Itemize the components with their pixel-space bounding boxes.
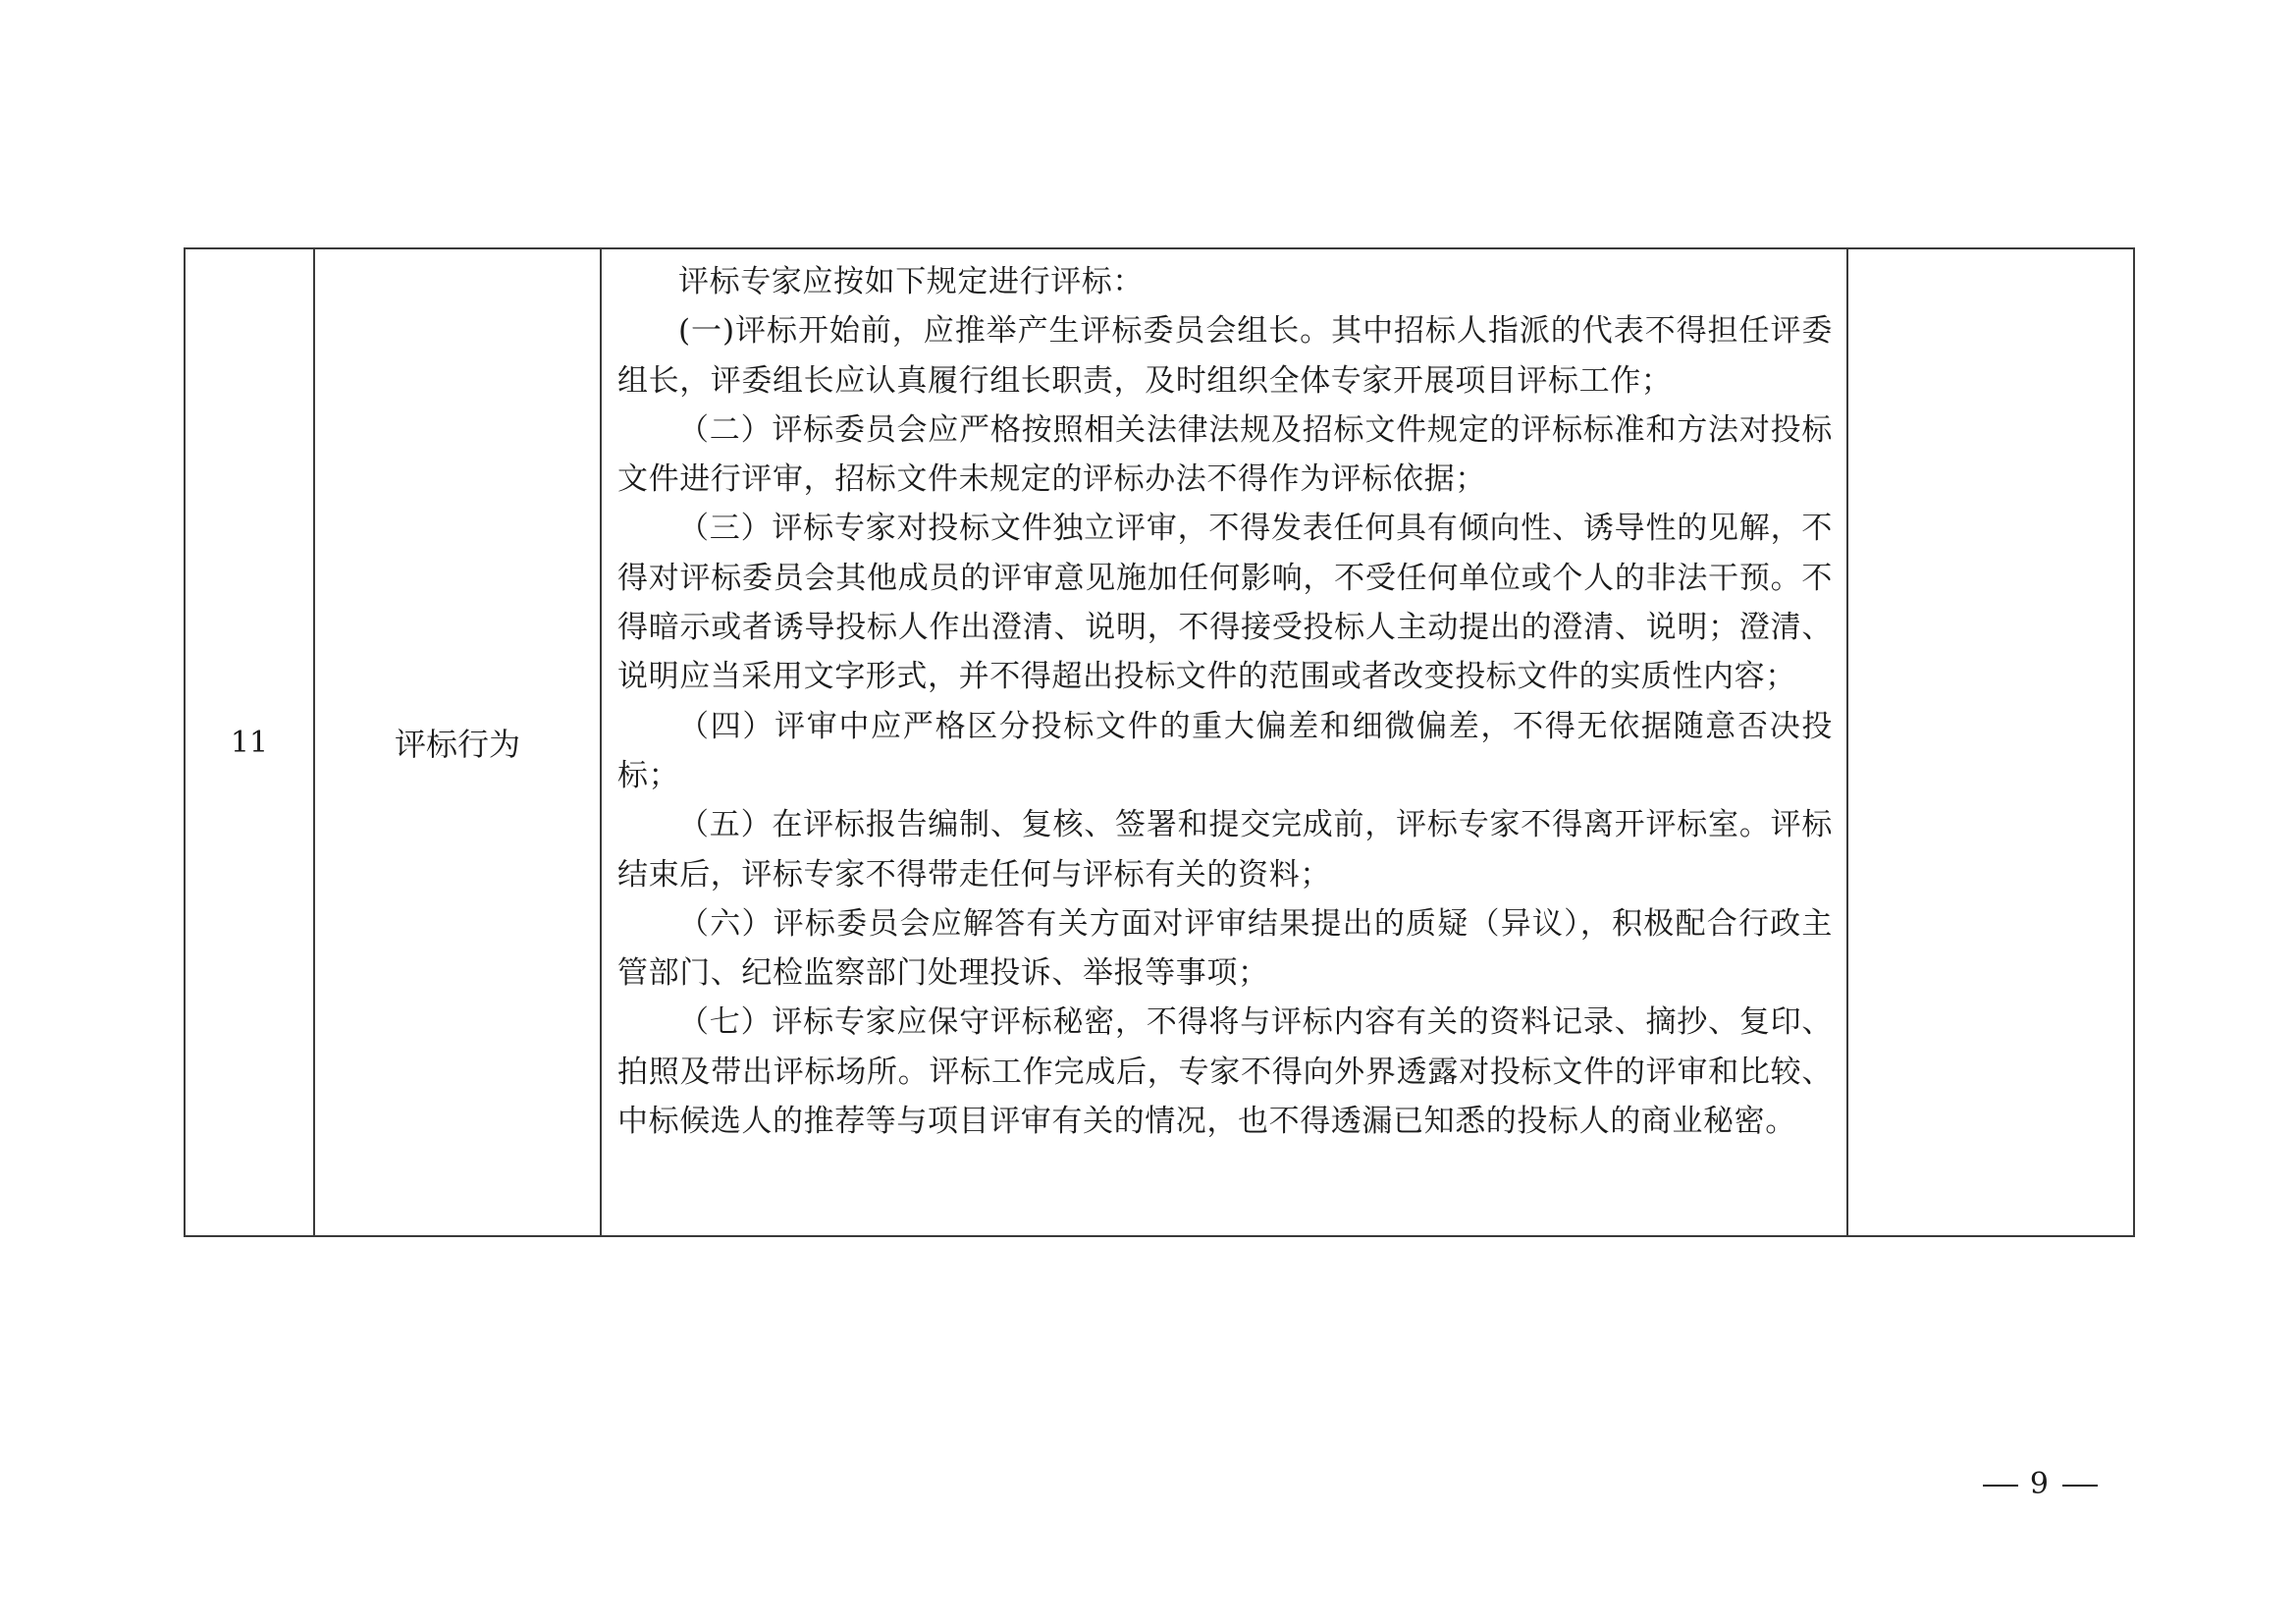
page-number-value: 9 [2029,1467,2051,1501]
page-number-dash-left [1983,1485,2018,1487]
content-paragraph-6: （六）评标委员会应解答有关方面对评审结果提出的质疑（异议），积极配合行政主管部门、纪检监察部门处理投诉、举报等事项； [617,905,1833,992]
content-paragraph-5: （五）在评标报告编制、复核、签署和提交完成前，评标专家不得离开评标室。评标结束后，评标专家不得带走任何与评标有关的资料； [617,807,1833,893]
content-paragraph-1: (一)评标开始前，应推举产生评标委员会组长。其中招标人指派的代表不得担任评委组长，评委组长应认真履行组长职责，及时组织全体专家开展项目评标工作； [617,313,1833,399]
content-paragraph-2: （二）评标委员会应严格按照相关法律法规及招标文件规定的评标标准和方法对投标文件进行评审，招标文件未规定的评标办法不得作为评标依据； [617,411,1833,498]
content-body [602,249,1846,1146]
content-paragraph-3: （三）评标专家对投标文件独立评审，不得发表任何具有倾向性、诱导性的见解，不得对评标委员会其他成员的评审意见施加任何影响，不受任何单位或个人的非法干预。不得暗示或者诱导投标人作出澄清、说明，不得接受投标人主动提出的澄清、说明；澄清、说明应当采用文字形式，并不得超出投标文件的范围或者改变投标文件的实质性内容； [617,511,1833,695]
page-number [1971,1467,2109,1501]
table-row [185,248,2134,1236]
regulation-table [184,247,2135,1237]
content-cell [601,248,1847,1236]
row-number: 11 [230,725,269,760]
content-paragraph-7: （七）评标专家应保守评标秘密，不得将与评标内容有关的资料记录、摘抄、复印、拍照及带出评标场所。评标工作完成后，专家不得向外界透露对投标文件的评审和比较、中标候选人的推荐等与项目评审有关的情况，也不得透漏已知悉的投标人的商业秘密。 [617,1004,1833,1140]
row-number-cell [185,248,314,1236]
item-name-cell [314,248,601,1236]
content-paragraph-intro: 评标专家应按如下规定进行评标： [678,264,1144,299]
item-name: 评标行为 [394,726,520,763]
content-paragraph-4: （四）评审中应严格区分投标文件的重大偏差和细微偏差，不得无依据随意否决投标； [617,708,1833,793]
page-number-dash-right [2062,1485,2098,1487]
remark-cell [1847,248,2134,1236]
